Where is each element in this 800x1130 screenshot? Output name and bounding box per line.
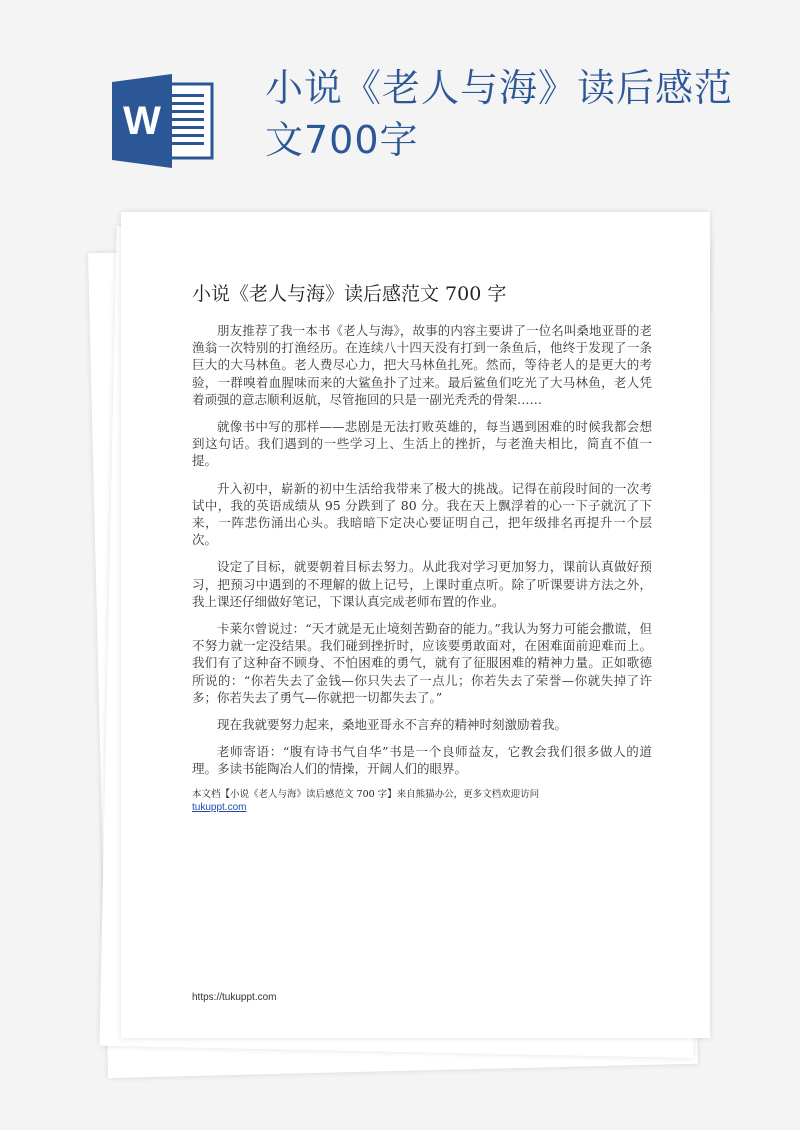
paragraph: 老师寄语：“腹有诗书气自华”书是一个良师益友，它教会我们很多做人的道理。多读书能陶冶人们的情操，开阔人们的眼界。: [192, 744, 652, 777]
footer-url[interactable]: https://tukuppt.com: [192, 992, 277, 1003]
source-note-text: 本文档【小说《老人与海》读后感范文 700 字】来自熊猫办公，更多文档欢迎访问: [192, 788, 540, 800]
word-document-icon: [110, 74, 216, 168]
source-link[interactable]: tukuppt.com: [192, 801, 247, 813]
paragraph: 卡莱尔曾说过：“天才就是无止境刻苦勤奋的能力。”我认为努力可能会撒谎，但不努力就一定没结果。我们碰到挫折时，应该要勇敢面对，在困难面前迎难而上。我们有了这种奋不顾身、不怕困难的勇气，就有了征服困难的精神力量。正如歌德所说的：“你若失去了金钱—你只失去了一点儿；你若失去了荣誉—你就失掉了许多；你若失去了勇气—你就把一切都失去了。”: [192, 621, 652, 705]
paragraph: 现在我就要努力起来，桑地亚哥永不言弃的精神时刻激励着我。: [217, 717, 568, 733]
paragraph: 朋友推荐了我一本书《老人与海》，故事的内容主要讲了一位名叫桑地亚哥的老渔翁一次特别的打渔经历。在连续八十四天没有打到一条鱼后，他终于发现了一条巨大的大马林鱼。老人费尽心力，把大马林鱼扎死。然而，等待老人的是更大的考验，一群嗅着血腥味而来的大鲨鱼扑了过来。最后鲨鱼们吃光了大马林鱼，老人凭着顽强的意志顺利返航，尽管拖回的只是一副光秃秃的骨架……: [192, 323, 652, 407]
page-title: 小说《老人与海》读后感范文700字: [265, 66, 734, 162]
document-title: 小说《老人与海》读后感范文 700 字: [192, 283, 507, 305]
paragraph: 就像书中写的那样——悲剧是无法打败英雄的，每当遇到困难的时候我都会想到这句话。我们遇到的一些学习上、生活上的挫折，与老渔夫相比，简直不值一提。: [192, 419, 652, 469]
paragraph: 设定了目标，就要朝着目标去努力。从此我对学习更加努力，课前认真做好预习，把预习中遇到的不理解的做上记号，上课时重点听。除了听课要讲方法之外，我上课还仔细做好笔记，下课认真完成老师布置的作业。: [192, 559, 652, 609]
paragraph: 升入初中，崭新的初中生活给我带来了极大的挑战。记得在前段时间的一次考试中，我的英语成绩从 95 分跌到了 80 分。我在天上飘浮着的心一下子就沉了下来，一阵悲伤涌出心头。我暗暗下定决心要证明自己，把年级排名再提升一个层次。: [192, 480, 652, 548]
word-icon-letter: W: [123, 99, 161, 143]
source-note: [192, 788, 652, 814]
document-body: [192, 322, 652, 814]
